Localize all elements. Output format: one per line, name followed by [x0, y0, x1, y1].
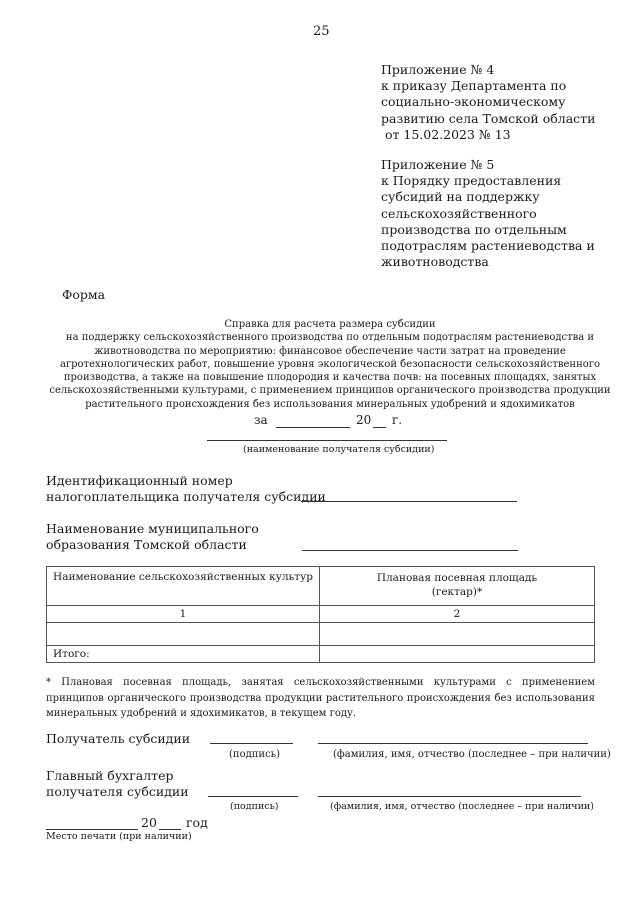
table-row [47, 623, 595, 646]
table-number-row [47, 606, 595, 623]
header-area-line2: (гектар)* [431, 586, 483, 598]
appendix-4-line: развитию села Томской области [381, 110, 596, 126]
date-year-prefix: 20 [141, 815, 157, 830]
appendix-4-line: к приказу Департамента по [381, 78, 567, 94]
header-crops: Наименование сельскохозяйственных культур [47, 567, 320, 606]
recipient-name-field[interactable] [207, 440, 447, 441]
stamp-caption: Место печати (при наличии) [46, 831, 192, 842]
accountant-label-line1: Главный бухгалтер [46, 768, 174, 783]
appendix-4-line: социально-экономическому [381, 94, 566, 110]
period-field[interactable] [276, 427, 350, 428]
appendix-5-line: субсидий на поддержку [381, 189, 540, 205]
municipality-label-line1: Наименование муниципального [46, 521, 259, 536]
fio-caption: (фамилия, имя, отчество (последнее – при наличии) [333, 749, 611, 760]
crops-table [46, 566, 595, 663]
appendix-4-line: от 15.02.2023 № 13 [381, 126, 511, 142]
appendix-4-line: Приложение № 4 [381, 62, 495, 77]
appendix-5-line: сельскохозяйственного [381, 205, 537, 221]
recipient-signature-field[interactable] [210, 743, 293, 744]
total-cell[interactable] [320, 646, 595, 663]
title-line: агротехнологических работ, повышение уровня экологической безопасности сельскохозяйственного [59, 358, 601, 370]
accountant-fio-field[interactable] [318, 796, 581, 797]
accountant-signature-field[interactable] [208, 796, 298, 797]
appendix-5-line: производства по отдельным [381, 221, 567, 237]
title-line: Справка для расчета размера субсидии [224, 319, 436, 330]
recipient-caption: (наименование получателя субсидии) [243, 444, 435, 455]
appendix-5-line: животноводства [381, 254, 489, 270]
appendix-5-line: Приложение № 5 [381, 157, 495, 172]
date-year-suffix: год [186, 815, 208, 830]
period-year-suffix: г. [392, 413, 403, 427]
date-year-field[interactable] [159, 829, 181, 830]
period-prefix: за [254, 413, 268, 427]
recipient-signature-label: Получатель субсидии [46, 731, 191, 746]
document-title [46, 318, 614, 411]
title-line: на поддержку сельскохозяйственного производства по отдельным подотраслям растениеводства и [65, 332, 595, 344]
recipient-fio-field[interactable] [318, 743, 588, 744]
area-cell[interactable] [320, 623, 595, 646]
header-area [320, 567, 595, 606]
crop-cell[interactable] [47, 623, 320, 646]
inn-label-line2: налогоплательщика получателя субсидии [46, 489, 326, 504]
footnote: * Плановая посевная площадь, занятая сельскохозяйственными культурами с применением принципов органического производства продукции растительного происхождения без использования минеральных удобрений и ядохимикатов, в текущем году. [46, 677, 595, 719]
title-line: сельскохозяйственными культурами, с применением принципов органического производства продукции [49, 385, 611, 397]
table-total-row [47, 646, 595, 663]
municipality-field[interactable] [302, 550, 518, 551]
column-number: 1 [47, 606, 320, 623]
appendix-5-line: подотраслям растениеводства и [381, 238, 595, 254]
header-area-line1: Плановая посевная площадь [376, 572, 538, 584]
signature-caption: (подпись) [230, 801, 279, 812]
title-line: животноводства по мероприятию: финансовое обеспечение части затрат на проведение [94, 345, 566, 357]
period-year-prefix: 20 [356, 413, 372, 427]
appendix-5-block [381, 157, 595, 270]
form-label: Форма [62, 287, 106, 302]
total-label: Итого: [47, 646, 320, 663]
appendix-5-line: к Порядку предоставления [381, 173, 562, 189]
signature-caption: (подпись) [229, 749, 281, 760]
title-line: растительного происхождения без использования минеральных удобрений и ядохимикатов [85, 398, 575, 410]
appendix-4-block [381, 62, 595, 143]
fio-caption: (фамилия, имя, отчество (последнее – при наличии) [330, 801, 594, 812]
inn-field[interactable] [301, 501, 517, 502]
period-year-field[interactable] [373, 427, 386, 428]
title-line: производства, а также на повышение плодородия и качества почв: на посевных площадях, занятых [63, 372, 597, 384]
accountant-label-line2: получателя субсидии [46, 784, 189, 799]
page-number: 25 [313, 24, 330, 39]
municipality-label-line2: образования Томской области [46, 537, 247, 552]
date-day-month-field[interactable] [46, 829, 138, 830]
column-number: 2 [320, 606, 595, 623]
table-header-row [47, 567, 595, 606]
inn-label-line1: Идентификационный номер [46, 473, 233, 488]
